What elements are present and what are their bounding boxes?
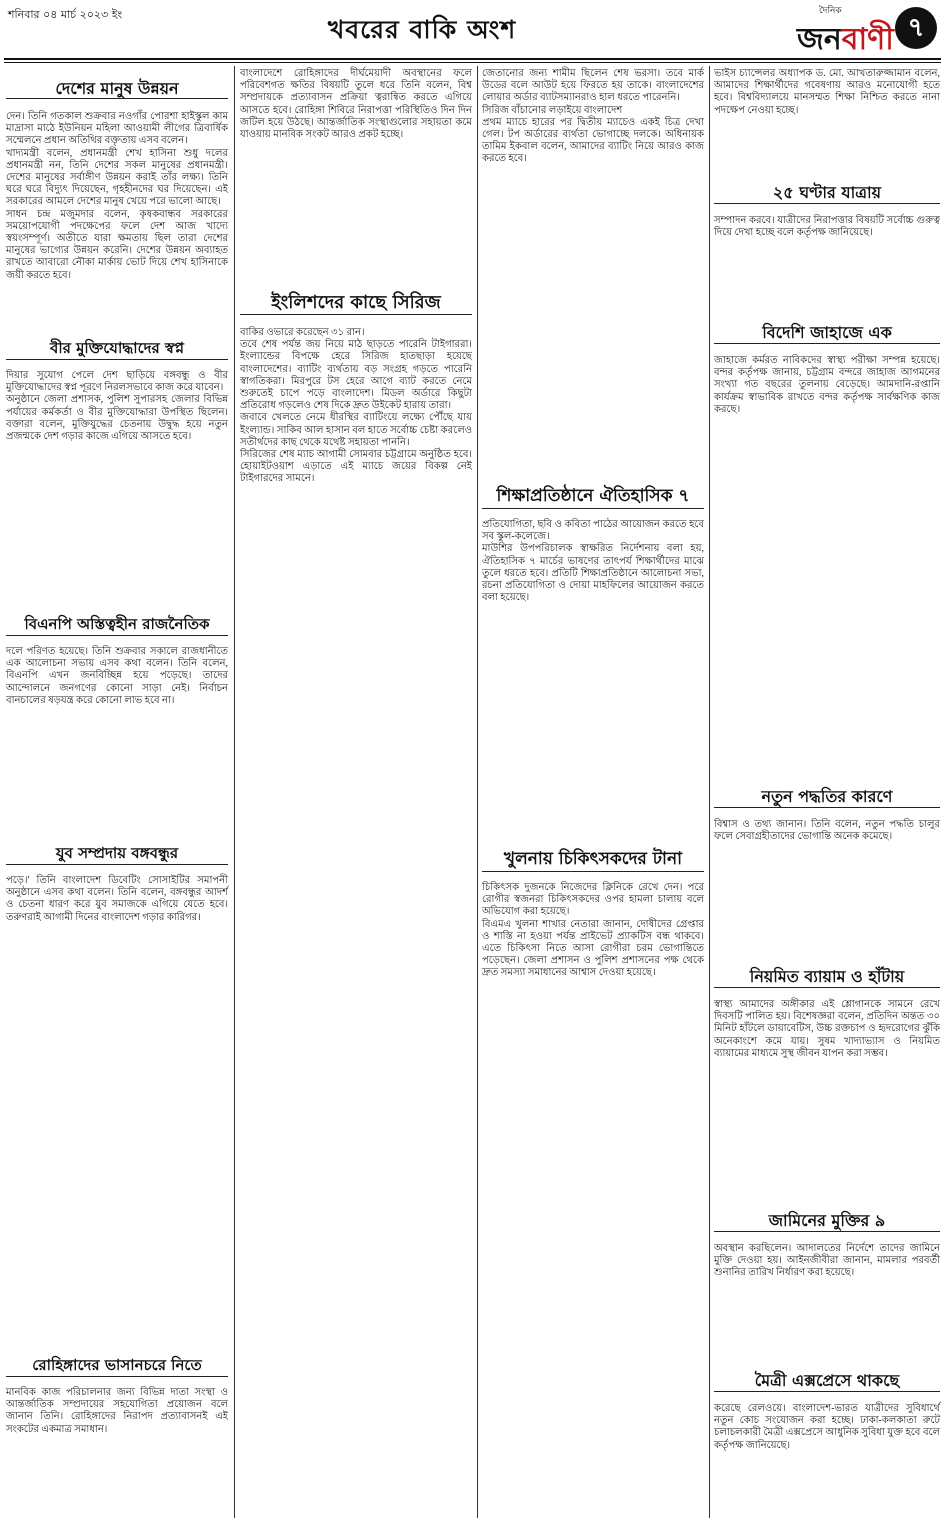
- article-25-ghontar-jatra: [714, 180, 943, 290]
- article-notun-poddhoti: [714, 784, 943, 954]
- article-moitri-express: [714, 1368, 943, 1516]
- article-headline: বিএনপি অস্তিত্বহীন রাজনৈতিক: [24, 615, 210, 633]
- article-cricket-continued: [482, 68, 704, 478]
- header-rule: [4, 58, 941, 60]
- article-shikkha-protishthan: [482, 483, 704, 893]
- article-khulna-doctors: [482, 846, 704, 1511]
- article-headline: বিদেশি জাহাজে এক: [762, 323, 892, 342]
- headline-rule: [714, 343, 940, 344]
- headline-rule: [6, 98, 228, 99]
- headline-rule: [714, 1391, 940, 1392]
- header-rule-thin: [4, 62, 941, 63]
- headline-rule: [482, 508, 704, 509]
- article-headline: নতুন পদ্ধতির কারণে: [761, 787, 893, 806]
- article-headline: দেশের মানুষ উন্নয়ন: [55, 79, 179, 98]
- article-body: বাংলাদেশে রোহিঙ্গাদের দীর্ঘমেয়াদী অবস্থানের ফলে পরিবেশগত ক্ষতির বিষয়টি তুলে ধরে তিনি বলেন, বিশ্ব সম্প্রদায়কে প্রত্যাবাসন প্রক্রিয়া ত্বরান্বিত করতে এগিয়ে আসতে হবে। রোহিঙ্গা শিবিরে নিরাপত্তা পরিস্থিতিও দিন দিন জটিল হয়ে উঠছে। আন্তর্জাতিক সংস্থাগুলোর সহায়তা কমে যাওয়ায় মানবিক সংকট আরও প্রকট হচ্ছে।: [240, 68, 475, 141]
- article-bideshi-jahaj: [714, 320, 943, 775]
- article-bir-muktijoddha: [6, 337, 228, 537]
- article-university-continued: [714, 68, 943, 178]
- column-divider: [234, 66, 235, 1518]
- article-body: বাকির ওভারে করেছেন ৩১ রান। তবে শেষ পর্যন্ত জয় নিয়ে মাঠ ছাড়তে পারেনি টাইগাররা। ইংল্যান্ডের বিপক্ষে হেরে সিরিজ হাতছাড়া হয়েছে বাংলাদেশের। ব্যাটিং ব্যর্থতায় বড় সংগ্রহ গড়তে পারেনি স্বাগতিকরা। মিরপুরে টস হেরে আগে ব্যাট করতে নেমে শুরুতেই চাপে পড়ে বাংলাদেশ। মিডল অর্ডারে কিছুটা প্রতিরোধ গড়লেও শেষ দিকে দ্রুত উইকেট হারায় তারা। জবাবে খেলতে নেমে ধীরস্থির ব্যাটিংয়ে লক্ষ্যে পৌঁছে যায় ইংল্যান্ড। সাকিব আল হাসান বল হাতে সর্বোচ্চ চেষ্টা করলেও সতীর্থদের কাছ থেকে যথেষ্ট সহায়তা পাননি। সিরিজের শেষ ম্যাচ আগামী সোমবার চট্টগ্রামে অনুষ্ঠিত হবে। হোয়াইটওয়াশ এড়াতে এই ম্যাচে জয়ের বিকল্প নেই টাইগারদের সামনে।: [240, 327, 472, 485]
- headline-rule: [6, 1376, 228, 1377]
- article-headline: মৈত্রী এক্সপ্রেসে থাকছে: [754, 1371, 900, 1390]
- article-body: স্বাস্থ্য আমাদের অঙ্গীকার এই শ্লোগানকে সামনে রেখে দিবসটি পালিত হয়। বিশেষজ্ঞরা বলেন, প্রতিদিন অন্তত ৩০ মিনিট হাঁটলে ডায়াবেটিস, উচ্চ রক্তচাপ ও হৃদরোগের ঝুঁকি অনেকাংশে কমে যায়। সুষম খাদ্যাভ্যাস ও নিয়মিত ব্যায়ামের মাধ্যমে সুস্থ জীবন যাপন করা সম্ভব।: [714, 999, 943, 1059]
- masthead: [789, 3, 937, 57]
- headline-rule: [6, 635, 228, 636]
- article-body: চিকিৎসক দুজনকে নিজেদের ক্লিনিকে রেখে দেন। পরে রোগীর স্বজনরা চিকিৎসকদের ওপর হামলা চালায় বলে অভিযোগ করা হয়েছে। বিএমএ খুলনা শাখার নেতারা জানান, দোষীদের গ্রেপ্তার ও শাস্তি না হওয়া পর্যন্ত প্রাইভেট প্র্যাকটিস বন্ধ থাকবে। এতে চিকিৎসা নিতে আসা রোগীরা চরম ভোগান্তিতে পড়েছেন। জেলা প্রশাসন ও পুলিশ প্রশাসনের পক্ষ থেকে দ্রুত সমস্যা সমাধানের আশ্বাস দেওয়া হয়েছে।: [482, 882, 704, 979]
- article-body: দিয়ার সুযোগ পেলে দেশ ছাড়িয়ে বঙ্গবন্ধু ও বীর মুক্তিযোদ্ধাদের স্বপ্ন পূরণে নিরলসভাবে কাজ করে যাবেন। অনুষ্ঠানে জেলা প্রশাসক, পুলিশ সুপারসহ জেলার বিভিন্ন পর্যায়ের কর্মকর্তা ও বীর মুক্তিযোদ্ধারা উপস্থিত ছিলেন। বক্তারা বলেন, মুক্তিযুদ্ধের চেতনায় উদ্বুদ্ধ হয়ে নতুন প্রজন্মকে দেশ গড়ার কাজে এগিয়ে আসতে হবে।: [6, 370, 228, 443]
- article-body: পড়ে।' তিনি বাংলাদেশ ডিবেটিং সোসাইটির সমাপনী অনুষ্ঠানে এসব কথা বলেন। তিনি বলেন, বঙ্গবন্ধুর আদর্শ ও চেতনা ধারণ করে যুব সমাজকে এগিয়ে যেতে হবে। তরুণরাই আগামী দিনের বাংলাদেশ গড়ার কারিগর।: [6, 875, 231, 923]
- article-body: অবস্থান করছিলেন। আদালতের নির্দেশে তাদের জামিনে মুক্তি দেওয়া হয়। আইনজীবীরা জানান, মামলার পরবর্তী শুনানির তারিখ নির্ধারণ করা হয়েছে।: [714, 1243, 943, 1279]
- article-jubo-somproday: [6, 842, 231, 1242]
- headline-rule: [6, 864, 228, 865]
- section-title: খবরের বাকি অংশ: [327, 15, 517, 44]
- article-headline: শিক্ষাপ্রতিষ্ঠানে ঐতিহাসিক ৭: [496, 486, 690, 506]
- masthead-name-part-b: বাণী: [841, 22, 894, 57]
- article-body: দলে পরিণত হয়েছে। তিনি শুক্রবার সকালে রাজধানীতে এক আলোচনা সভায় এসব কথা বলেন। তিনি বলেন, বিএনপি এখন জনবিচ্ছিন্ন হয়ে পড়েছে। তাদের আন্দোলনে জনগণের কোনো সাড়া নেই। নির্বাচন বানচালের ষড়যন্ত্র করে কোনো লাভ হবে না।: [6, 646, 231, 706]
- article-body: বিশ্বাস ও তথ্য জানান। তিনি বলেন, নতুন পদ্ধতি চালুর ফলে সেবাগ্রহীতাদের ভোগান্তি অনেক কমেছে।: [714, 819, 943, 843]
- article-jaminer-mukti: [714, 1208, 943, 1358]
- article-rohingya-continued: [240, 68, 475, 283]
- article-headline: জামিনের মুক্তির ৯: [768, 1211, 886, 1230]
- column-1: [6, 66, 231, 1518]
- article-body: প্রতিযোগিতা, ছবি ও কবিতা পাঠের আয়োজন করতে হবে সব স্কুল-কলেজে। মাউশির উপপরিচালক স্বাক্ষরিত নির্দেশনায় বলা হয়, ঐতিহাসিক ৭ মার্চের ভাষণের তাৎপর্য শিক্ষার্থীদের মাঝে তুলে ধরতে হবে। প্রতিটি শিক্ষাপ্রতিষ্ঠানে আলোচনা সভা, রচনা প্রতিযোগিতা ও দোয়া মাহফিলের আয়োজন করতে বলা হয়েছে।: [482, 519, 704, 604]
- page-header: [0, 0, 945, 62]
- headline-rule: [240, 314, 472, 315]
- masthead-name-part-a: জন: [797, 22, 842, 57]
- article-body: করেছে রেলওয়ে। বাংলাদেশ-ভারত যাত্রীদের সুবিধার্থে নতুন কোচ সংযোজন করা হচ্ছে। ঢাকা-কলকাতা রুটে চলাচলকারী মৈত্রী এক্সপ্রেসে আধুনিক সুবিধা যুক্ত হবে বলে কর্তৃপক্ষ জানিয়েছে।: [714, 1403, 943, 1451]
- article-body: জেতানোর জন্য শামীম ছিলেন শেষ ভরসা। তবে মার্ক উডের বলে আউট হয়ে ফিরতে হয় তাকে। বাংলাদেশের লোয়ার অর্ডার ব্যাটসম্যানরাও হাল ধরতে পারেননি। সিরিজ বাঁচানোর লড়াইয়ে বাংলাদেশ প্রথম ম্যাচে হারের পর দ্বিতীয় ম্যাচেও একই চিত্র দেখা গেল। টপ অর্ডারের ব্যর্থতা ভোগাচ্ছে দলকে। অধিনায়ক তামিম ইকবাল বলেন, আমাদের ব্যাটিং নিয়ে আরও কাজ করতে হবে।: [482, 68, 704, 165]
- issue-date: শনিবার ০৪ মার্চ ২০২৩ ইং: [8, 8, 123, 21]
- article-headline: যুব সম্প্রদায় বঙ্গবন্ধুর: [55, 844, 179, 862]
- article-rohingya: [6, 1354, 231, 1514]
- page-number-badge: ৭: [895, 7, 937, 49]
- article-headline: খুলনায় চিকিৎসকদের টানা: [503, 849, 683, 869]
- headline-rule: [714, 1231, 940, 1232]
- headline-rule: [6, 359, 228, 360]
- column-2: [240, 66, 475, 1518]
- article-headline: বীর মুক্তিযোদ্ধাদের স্বপ্ন: [49, 339, 185, 357]
- article-headline: ইংলিশদের কাছে সিরিজ: [271, 292, 441, 313]
- column-divider: [709, 66, 710, 1518]
- article-body: মানবিক কাজ পরিচালনার জন্য বিভিন্ন দাতা সংস্থা ও আন্তর্জাতিক সম্প্রদায়ের সহযোগিতা প্রয়োজন বলে জানান তিনি। রোহিঙ্গাদের নিরাপদ প্রত্যাবাসনই এই সংকটের একমাত্র সমাধান।: [6, 1387, 231, 1435]
- article-body: দেন। তিনি গতকাল শুক্রবার নওগাঁর পোরশা হাইস্কুল কাম মাদ্রাসা মাঠে ইউনিয়ন মহিলা আওয়ামী লীগের ত্রিবার্ষিক সম্মেলনে প্রধান অতিথির বক্তৃতায় এসব বলেন। খাদ্যমন্ত্রী বলেন, প্রধানমন্ত্রী শেখ হাসিনা শুধু দলের প্রধানমন্ত্রী নন, তিনি দেশের সকল মানুষের প্রধানমন্ত্রী। দেশের মানুষের সর্বাঙ্গীণ উন্নয়ন করাই তাঁর লক্ষ্য। তিনি ঘরে ঘরে বিদ্যুৎ দিয়েছেন, গৃহহীনদের ঘর দিয়েছেন। এই সরকারের আমলে দেশের মানুষ খেয়ে পরে ভালো আছে। সাধন চন্দ্র মজুমদার বলেন, কৃষকবান্ধব সরকারের সময়োপযোগী পদক্ষেপের ফলে দেশ আজ খাদ্যে স্বয়ংসম্পূর্ণ। অতীতে যারা ক্ষমতায় ছিল তারা দেশের মানুষের ভাগ্যের উন্নয়ন করেনি। দেশের উন্নয়ন অব্যাহত রাখতে আবারো নৌকা মার্কায় ভোট দিয়ে শেখ হাসিনাকে জয়ী করতে হবে।: [6, 111, 228, 281]
- headline-rule: [714, 987, 940, 988]
- article-body: জাহাজে কর্মরত নাবিকদের স্বাস্থ্য পরীক্ষা সম্পন্ন হয়েছে। বন্দর কর্তৃপক্ষ জানায়, চট্টগ্রাম বন্দরে জাহাজ আগমনের সংখ্যা গত বছরের তুলনায় বেড়েছে। আমদানি-রপ্তানি কার্যক্রম স্বাভাবিক রাখতে বন্দর কর্তৃপক্ষ সার্বক্ষণিক কাজ করছে।: [714, 355, 943, 415]
- column-4: [714, 66, 943, 1518]
- headline-rule: [714, 203, 940, 204]
- article-headline: ২৫ ঘণ্টার যাত্রায়: [772, 183, 882, 202]
- article-headline: নিয়মিত ব্যায়াম ও হাঁটায়: [749, 967, 905, 986]
- column-3: [482, 66, 704, 1518]
- headline-rule: [714, 807, 940, 808]
- article-desher-manush: [6, 76, 228, 332]
- column-divider: [477, 66, 478, 1518]
- headline-rule: [482, 871, 704, 872]
- masthead-daily-label: দৈনিক: [819, 6, 842, 16]
- article-body: সম্পাদন করবে। যাত্রীদের নিরাপত্তার বিষয়টি সর্বোচ্চ গুরুত্ব দিয়ে দেখা হচ্ছে বলে কর্তৃপক্ষ জানিয়েছে।: [714, 215, 943, 239]
- article-english-series: [240, 288, 472, 1513]
- article-body: ভাইস চ্যান্সেলর অধ্যাপক ড. মো. আখতারুজ্জামান বলেন, আমাদের শিক্ষার্থীদের গবেষণায় আরও মনোযোগী হতে হবে। বিশ্ববিদ্যালয়ে মানসম্মত শিক্ষা নিশ্চিত করতে নানা পদক্ষেপ নেওয়া হচ্ছে।: [714, 68, 943, 116]
- article-headline: রোহিঙ্গাদের ভাসানচরে নিতে: [32, 1356, 202, 1374]
